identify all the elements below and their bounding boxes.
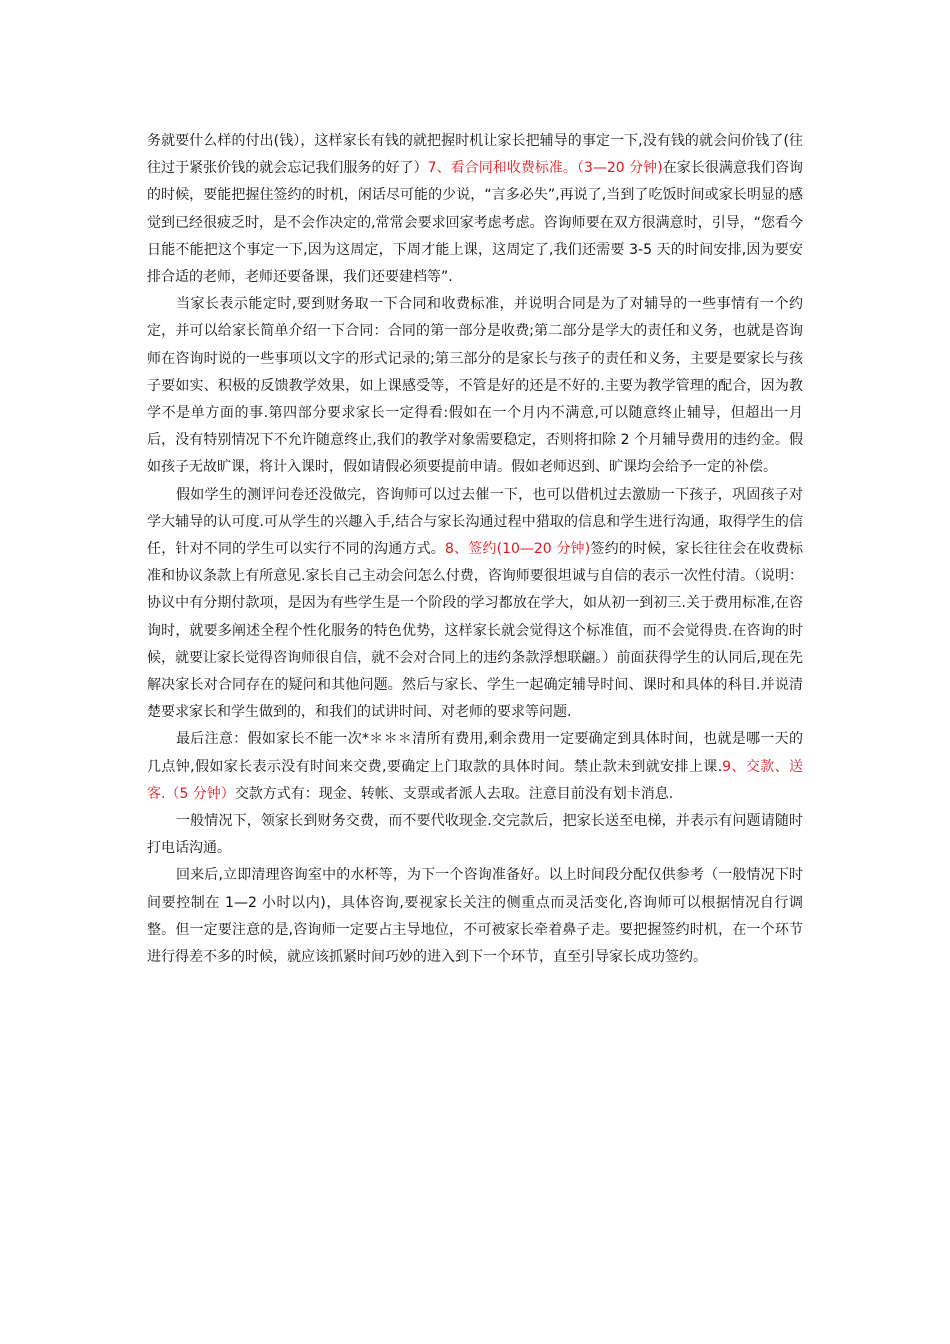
section-heading-8: 8、签约(10—20 分钟) [444, 541, 591, 558]
text-segment: 签约的时候，家长往往会在收费标准和协议条款上有所意见.家长自己主动会问怎么付费，咨询师要很坦诚与自信的表示一次性付清。（说明：协议中有分期付款项，是因为有些学生是一个阶段的学习都放在学大，如从初一到初三.关于费用标准,在咨询时，就要多阐述全程个性化服务的特色优势，这样家长就会觉得这个标准值，而不会觉得贵.在咨询的时候，就要让家长觉得咨询师很自信，就不会对合同上的违约条款浮想联翩。）前面获得学生的认同后,现在先解决家长对合同存在的疑问和其他问题。然后与家长、学生一起确定辅导时间、课时和具体的科目.并说清楚要求家长和学生做到的，和我们的试讲时间、对老师的要求等问题. [147, 541, 804, 721]
section-heading-7: 7、看合同和收费标准。（3—20 分钟) [427, 160, 663, 177]
text-segment: 回来后,立即清理咨询室中的水杯等，为下一个咨询准备好。以上时间段分配仅供参考（一般情况下时间要控制在 1—2 小时以内)，具体咨询,要视家长关注的侧重点而灵活变化,咨询师可以根据情况自行调整。但一定要注意的是,咨询师一定要占主导地位，不可被家长牵着鼻子走。要把握签约时机，在一个环节进行得差不多的时候，就应该抓紧时间巧妙的进入到下一个环节，直至引导家长成功签约。 [147, 867, 803, 966]
text-segment: 假如学生的测评问卷还没做完，咨询师可以过去催一下，也可以借机过去激励一下孩子，巩固孩子对学大辅导的认可度.可从学生的兴趣入手,结合与家长沟通过程中猎取的信息和学生进行沟通，取得学生的信任，针对不同的学生可以实行不同的沟通方式。 [147, 486, 803, 558]
text-segment: 交款方式有：现金、转帐、支票或者派人去取。注意目前没有划卡消息. [234, 785, 674, 802]
text-segment: 一般情况下，领家长到财务交费，而不要代收现金.交完款后，把家长送至电梯，并表示有问题请随时打电话沟通。 [147, 813, 803, 857]
paragraph-3 [147, 482, 803, 727]
text-segment: 当家长表示能定时,要到财务取一下合同和收费标准，并说明合同是为了对辅导的一些事情有一个约定，并可以给家长简单介绍一下合同：合同的第一部分是收费;第二部分是学大的责任和义务，也就是咨询师在咨询时说的一些事项以文字的形式记录的;第三部分的是家长与孩子的责任和义务，主要是要家长与孩子要如实、积极的反馈教学效果，如上课感受等，不管是好的还是不好的.主要为教学管理的配合，因为教学不是单方面的事.第四部分要求家长一定得看:假如在一个月内不满意,可以随意终止辅导，但超出一月后，没有特别情况下不允许随意终止,我们的教学对象需要稳定，否则将扣除 2 个月辅导费用的违约金。假如孩子无故旷课，将计入课时，假如请假必须要提前申请。假如老师迟到、旷课均会给予一定的补偿。 [147, 296, 803, 476]
document-body [147, 128, 803, 971]
paragraph-4 [147, 726, 803, 808]
text-segment: 在家长很满意我们咨询的时候，要能把握住签约的时机，闲话尽可能的少说，“言多必失”,再说了,当到了吃饭时间或家长明显的感觉到已经很疲乏时，是不会作决定的,常常会要求回家考虑考虑。咨询师要在双方很满意时，引导，“您看今日能不能把这个事定一下,因为这周定，下周才能上课，这周定了,我们还需要 3-5 天的时间安排,因为要安排合适的老师，老师还要备课，我们还要建档等”. [147, 160, 804, 286]
paragraph-6 [147, 862, 803, 971]
section-heading-9: 9、交款、送客.（5 分钟） [147, 758, 803, 802]
paragraph-2 [147, 291, 803, 481]
paragraph-1 [147, 128, 803, 291]
text-segment: 最后注意：假如家长不能一次*＊＊＊清所有费用,剩余费用一定要确定到具体时间，也就是哪一天的几点钟,假如家长表示没有时间来交费,要确定上门取款的具体时间。禁止款未到就安排上课. [147, 731, 803, 775]
paragraph-5 [147, 808, 803, 862]
text-segment: 务就要什么样的付出(钱），这样家长有钱的就把握时机让家长把辅导的事定一下,没有钱的就会问价钱了(往往过于紧张价钱的就会忘记我们服务的好了） [147, 133, 803, 177]
